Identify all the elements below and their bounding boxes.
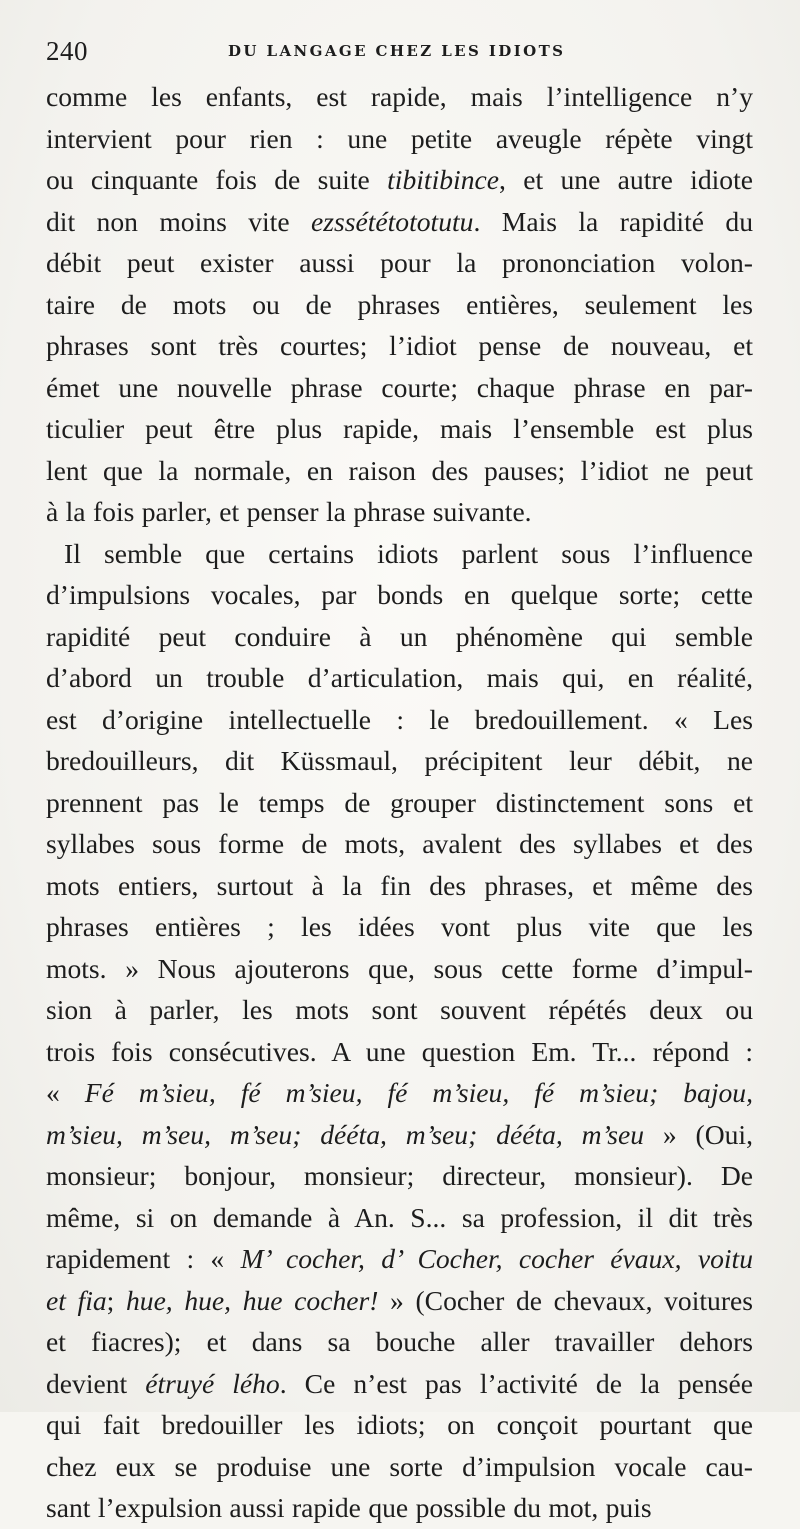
text-line (46, 491, 753, 533)
text-line (46, 118, 753, 160)
text-line (46, 1197, 753, 1239)
text-line (46, 76, 753, 118)
text-run: lent que la normale, en raison des pauses; l’idiot ne peut (46, 454, 753, 486)
text-run: à la fois parler, et penser la phrase suivante. (46, 496, 532, 527)
text-run: phrases entières ; les idées vont plus vite que les (46, 911, 753, 942)
text-run: dit non moins vite (46, 205, 311, 237)
text-line (46, 948, 753, 990)
text-line (46, 657, 753, 699)
text-run: , et une autre idiote (499, 164, 753, 195)
text-line (46, 1363, 753, 1405)
text-line (46, 740, 753, 782)
text-run: mots. » Nous ajouterons que, sous cette forme d’impul- (46, 952, 753, 984)
text-run: émet une nouvelle phrase courte; chaque phrase en par- (46, 371, 753, 403)
text-run: prennent pas le temps de grouper distinctement sons et (46, 786, 753, 818)
text-line (46, 823, 753, 865)
text-run: comme les enfants, est rapide, mais l’intelligence n’y (46, 81, 753, 112)
text-line (46, 159, 753, 201)
text-run: ou cinquante fois de suite (46, 164, 388, 195)
text-run: Il semble que certains idiots parlent sous l’influence (64, 537, 753, 569)
text-line (46, 1072, 753, 1114)
italic-run: étruyé lého (145, 1367, 280, 1399)
text-run: . Ce n’est pas l’activité de la pensée (279, 1367, 753, 1399)
italic-run: Fé m’sieu, fé m’sieu, fé m’sieu, fé m’sieu; bajou, (84, 1077, 753, 1108)
text-run: ticulier peut être plus rapide, mais l’ensemble est plus (46, 413, 753, 444)
text-line (46, 1280, 753, 1322)
page-number: 240 (46, 36, 88, 66)
italic-run: m’sieu, m’seu, m’seu; dééta, m’seu; dééta, m’seu (46, 1118, 644, 1150)
text-run: débit peut exister aussi pour la prononciation volon- (46, 247, 753, 278)
running-head (46, 36, 756, 66)
text-line (46, 1404, 753, 1446)
text-line (46, 1446, 753, 1488)
text-run: même, si on demande à An. S... sa profession, il dit très (46, 1201, 753, 1233)
text-line (46, 325, 753, 367)
text-run: et fiacres); et dans sa bouche aller travailler dehors (46, 1326, 753, 1357)
text-line (46, 865, 753, 907)
text-run: » (Cocher de chevaux, voitures (378, 1284, 753, 1316)
text-run: ; (106, 1284, 126, 1316)
text-run: intervient pour rien : une petite aveugle répète vingt (46, 122, 753, 154)
text-run: phrases sont très courtes; l’idiot pense de nouveau, et (46, 330, 753, 361)
text-line (46, 782, 753, 824)
italic-run: ezssététototutu (311, 205, 474, 237)
text-line (46, 408, 753, 450)
text-line (46, 1031, 753, 1073)
text-run: trois fois consécutives. A une question Em. Tr... répond : (46, 1035, 753, 1067)
text-line (46, 574, 753, 616)
text-run: devient (46, 1367, 146, 1399)
text-line (46, 1114, 753, 1156)
text-run: rapidement : « (46, 1243, 241, 1274)
running-title: DU LANGAGE CHEZ LES IDIOTS (228, 42, 566, 60)
text-line (46, 201, 753, 243)
text-run: syllabes sous forme de mots, avalent des syllabes et des (46, 828, 753, 859)
text-line (46, 989, 753, 1031)
text-run: . Mais la rapidité du (473, 205, 753, 237)
text-line (46, 450, 753, 492)
text-run: qui fait bredouiller les idiots; on conçoit pourtant que (46, 1409, 753, 1440)
italic-run: et fia (46, 1284, 107, 1316)
text-run: « (46, 1077, 85, 1108)
text-line (46, 906, 753, 948)
text-run: taire de mots ou de phrases entières, seulement les (46, 288, 753, 320)
text-run: d’abord un trouble d’articulation, mais qui, en réalité, (46, 662, 753, 693)
body-text (46, 76, 753, 1529)
text-run: monsieur; bonjour, monsieur; directeur, monsieur). De (46, 1160, 753, 1191)
text-run: d’impulsions vocales, par bonds en quelque sorte; cette (46, 579, 753, 610)
italic-run: tibitibince (387, 164, 499, 195)
text-line (46, 1155, 753, 1197)
text-run: bredouilleurs, dit Küssmaul, précipitent leur débit, ne (46, 745, 753, 776)
text-run: sant l’expulsion aussi rapide que possible du mot, puis (46, 1492, 652, 1523)
text-run: chez eux se produise une sorte d’impulsion vocale cau- (46, 1450, 753, 1482)
text-run: mots entiers, surtout à la fin des phrases, et même des (46, 869, 753, 901)
italic-run: M’ cocher, d’ Cocher, cocher évaux, voitu (240, 1243, 754, 1274)
text-run: rapidité peut conduire à un phénomène qui semble (46, 620, 753, 652)
text-line (46, 284, 753, 326)
text-line (46, 1487, 753, 1529)
text-line (46, 242, 753, 284)
text-run: » (Oui, (644, 1118, 753, 1150)
text-line (46, 1238, 753, 1280)
text-line (46, 367, 753, 409)
text-line (46, 699, 753, 741)
text-line (46, 533, 753, 575)
text-line (46, 616, 753, 658)
text-run: est d’origine intellectuelle : le bredouillement. « Les (46, 703, 753, 735)
text-line (46, 1321, 753, 1363)
italic-run: hue, hue, hue cocher! (125, 1284, 379, 1316)
text-run: sion à parler, les mots sont souvent répétés deux ou (46, 994, 753, 1025)
